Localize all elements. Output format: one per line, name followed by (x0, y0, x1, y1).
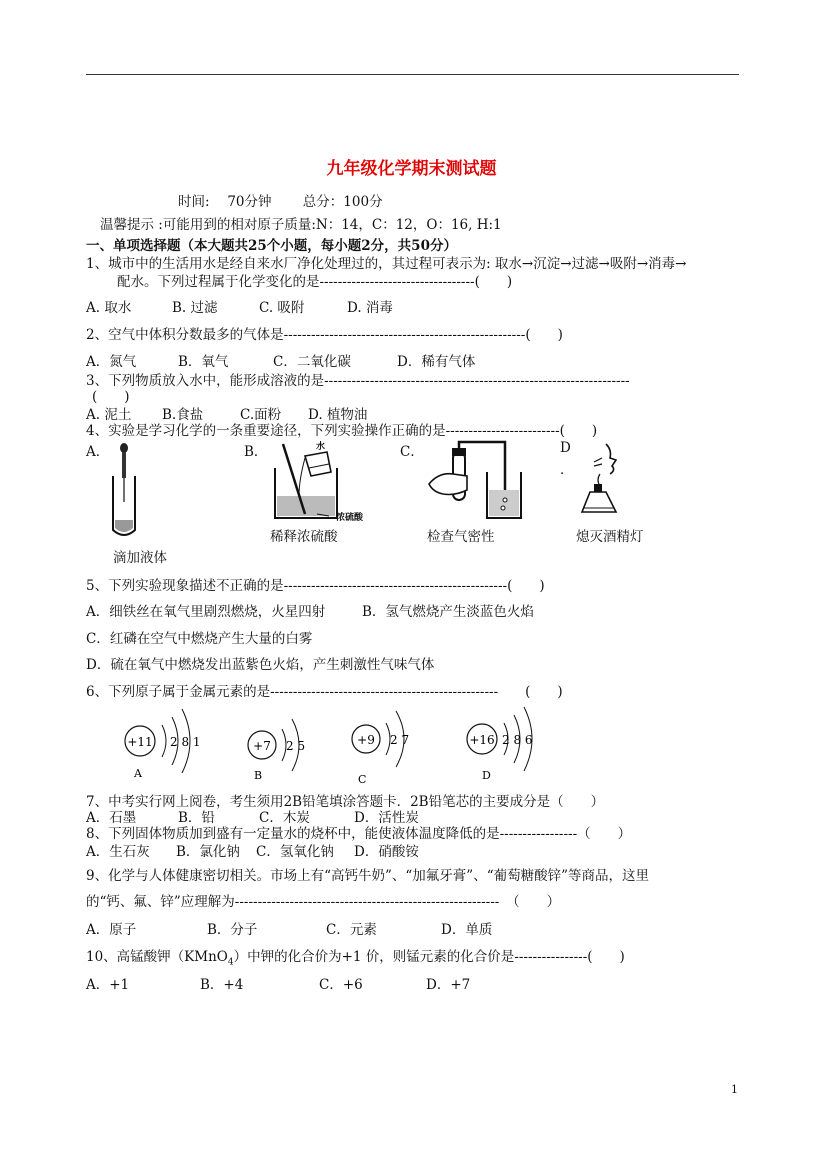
q1-option-d: D. 消毒 (347, 300, 393, 316)
q4-label-d: D (560, 440, 571, 456)
q3-paren: ( ) (92, 389, 130, 405)
q2-options (86, 350, 475, 370)
q10-stem-pre: 10、高锰酸钾（KMnO (86, 949, 228, 965)
q3-stem: 3、下列物质放入水中，能形成溶液的是------------------------------------------------------------------- (86, 373, 630, 389)
q8-stem: 8、下列固体物质加到盛有一定量水的烧杯中，能使液体温度降低的是-----------------（ ） (86, 826, 632, 842)
atom-d (467, 707, 533, 782)
q10-option-d: D．+7 (426, 977, 471, 993)
atom-a-label: A (134, 767, 142, 780)
atom-d-nucleus: +16 (469, 733, 495, 747)
q3-option-b: B.食盐 (162, 407, 204, 423)
q9-option-c: C．元素 (326, 922, 377, 938)
q3-option-c: C.面粉 (240, 407, 282, 423)
q7-option-c: C．木炭 (259, 810, 310, 826)
atom-d-label: D (482, 769, 491, 782)
q1-option-c: C. 吸附 (259, 300, 305, 316)
q6-stem: 6、下列原子属于金属元素的是-------------------------------------------------- ( ) (86, 684, 563, 700)
q9-option-d: D．单质 (441, 922, 493, 938)
q7-stem: 7、中考实行网上阅卷，考生须用2B铅笔填涂答题卡．2B铅笔芯的主要成分是（ ） (86, 794, 605, 810)
q5-option-d: D．硫在氧气中燃烧发出蓝紫色火焰，产生刺激性气味气体 (86, 657, 435, 673)
q10-stem-post: ）中钾的化合价为+1 价，则锰元素的化合价是----------------( ) (233, 949, 625, 965)
atom-b-nucleus: +7 (253, 739, 271, 753)
q2-stem: 2、空气中体积分数最多的气体是-----------------------------------------------------( ) (86, 327, 563, 343)
tips: 温馨提示 :可能用到的相对原子质量:N：14，C：12，O：16, H:1 (100, 217, 502, 233)
atom-d-shells: 2 8 6 (502, 733, 533, 747)
q4-caption-a: 滴加液体 (113, 550, 167, 566)
q2-option-a: A．氮气 (86, 354, 137, 370)
q10-stem-sub: 4 (227, 957, 234, 968)
q1-line1: 1、城市中的生活用水是经自来水厂净化处理过的，其过程可表示为: 取水→沉淀→过滤→吸附→消毒→ (86, 256, 687, 272)
q9-options (86, 918, 492, 938)
q4-figure-d (572, 440, 632, 516)
q5-stem: 5、下列实验现象描述不正确的是-------------------------------------------------( ) (86, 578, 545, 594)
q8-option-d: D．硝酸铵 (354, 844, 419, 860)
q9-option-b: B．分子 (207, 922, 258, 938)
q9-line1: 9、化学与人体健康密切相关。市场上有“高钙牛奶”、“加氟牙膏”、“葡萄糖酸锌”等商品，这里 (86, 868, 649, 884)
atom-a-shells: 2 8 1 (170, 735, 201, 749)
q7-option-b: B．铅 (178, 810, 215, 826)
q1-option-a: A. 取水 (86, 300, 132, 316)
q4-figure-a (100, 442, 150, 540)
q4-caption-c: 检查气密性 (427, 529, 495, 545)
header-rule (86, 74, 739, 75)
q10-option-c: C．+6 (319, 977, 363, 993)
q7-option-a: A．石墨 (86, 810, 137, 826)
section-heading: 一、单项选择题（本大题共25个小题，每小题2分，共50分） (86, 238, 457, 254)
q2-option-c: C．二氧化碳 (273, 354, 351, 370)
q9-option-a: A．原子 (86, 922, 137, 938)
page-title: 九年级化学期末测试题 (326, 159, 497, 179)
q5-option-b: B．氢气燃烧产生淡蓝色火焰 (362, 604, 534, 620)
q4-caption-d: 熄灭酒精灯 (576, 529, 644, 545)
q4-water-label: 水 (316, 442, 326, 452)
q5-option-a: A．细铁丝在氧气里剧烈燃烧，火星四射 (86, 604, 326, 620)
q7-option-d: D．活性炭 (354, 810, 419, 826)
q10-options (86, 973, 470, 993)
q4-label-a: A． (86, 444, 110, 460)
q8-option-a: A．生石灰 (86, 844, 150, 860)
atom-c-label: C (358, 773, 367, 785)
atom-a (125, 709, 201, 780)
atom-a-nucleus: +11 (127, 735, 153, 749)
atom-c-nucleus: +9 (357, 733, 375, 747)
q10-stem (86, 945, 625, 968)
q8-options (86, 840, 419, 860)
atom-b-label: B (254, 769, 263, 782)
q2-option-d: D．稀有气体 (397, 354, 476, 370)
q4-label-c: C． (400, 444, 424, 460)
atom-b (248, 719, 305, 782)
q4-label-b: B． (244, 444, 268, 460)
q1-line2: 配水。下列过程属于化学变化的是----------------------------------( ) (117, 274, 513, 290)
q8-option-c: C．氢氧化钠 (256, 844, 334, 860)
time-info: 时间: 70分钟 总分：100分 (178, 194, 383, 210)
q5-option-c: C．红磷在空气中燃烧产生大量的白雾 (86, 631, 313, 647)
q6-atom-diagrams (110, 705, 670, 785)
q1-options (86, 296, 393, 316)
q4-figure-c (425, 440, 525, 522)
q9-line2: 的“钙、氟、锌”应理解为---------------------------------------------------------- （ ） (86, 894, 561, 910)
q10-option-b: B．+4 (200, 977, 244, 993)
q2-option-b: B．氧气 (178, 354, 229, 370)
q1-option-b: B. 过滤 (172, 300, 218, 316)
q4-caption-b: 稀释浓硫酸 (270, 529, 338, 545)
q4-stem: 4、实验是学习化学的一条重要途径，下列实验操作正确的是-------------------------( ) (86, 423, 598, 439)
atom-b-shells: 2 5 (286, 739, 306, 753)
q3-option-a: A. 泥土 (86, 407, 132, 423)
q4-acid-label: 浓硫酸 (336, 513, 364, 523)
q4-label-d-dot: ． (560, 462, 574, 478)
q8-option-b: B．氯化钠 (176, 844, 240, 860)
atom-c (352, 711, 409, 785)
atom-c-shells: 2 7 (390, 733, 410, 747)
q10-option-a: A．+1 (86, 977, 130, 993)
q3-option-d: D. 植物油 (308, 407, 368, 423)
page-number: 1 (731, 1083, 738, 1096)
